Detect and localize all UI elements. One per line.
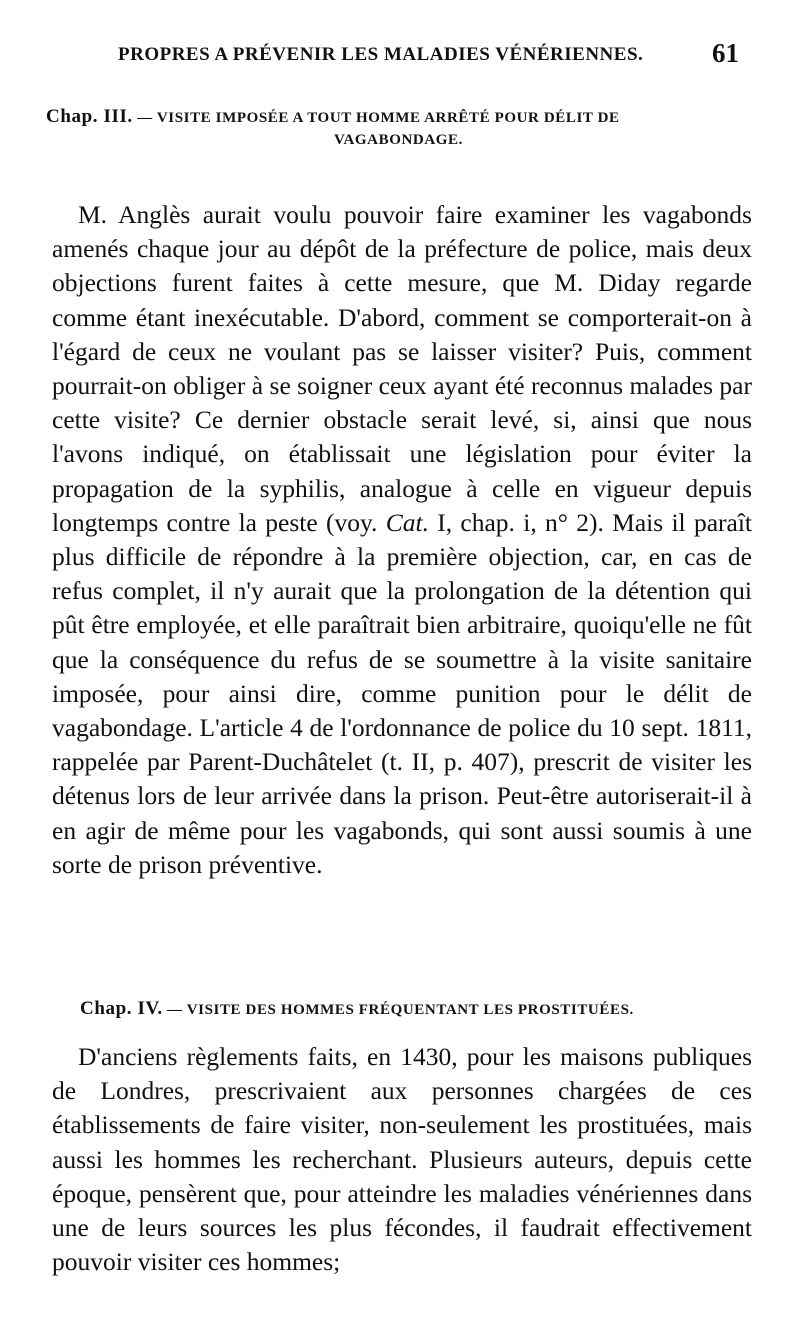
chapter-3-title-line1: VISITE IMPOSÉE A TOUT HOMME ARRÊTÉ POUR DÉLIT DE [156, 110, 620, 126]
paragraph-1 [52, 198, 752, 882]
chapter-3-dash: — [132, 110, 157, 126]
running-head: PROPRES A PRÉVENIR LES MALADIES VÉNÉRIENNES. [118, 44, 644, 65]
paragraph-1-cat: Cat. [385, 507, 429, 537]
chapter-4-label: Chap. IV. [80, 998, 163, 1019]
paragraph-2: D'anciens règlements faits, en 1430, pour les maisons publiques de Londres, prescrivaient aux personnes chargées de ces établissements de faire visiter, non-seulement les prostituées, mais aussi les hommes les recherchant. Plusieurs auteurs, depuis cette époque, pensèrent que, pour atteindre les maladies vénériennes dans une de leurs sources les plus fécondes, il faudrait effectivement pouvoir visiter ces hommes; [52, 1042, 752, 1277]
paragraph-1-part2: I, chap. i, n° 2). Mais il paraît plus difficile de répondre à la première objection, car, en cas de refus complet, il n'y aurait que la prolongation de la détention qui pût être employée, et elle paraîtrait bien arbitraire, quoiqu'elle ne fût que la conséquence du refus de se soumettre à la visite sanitaire imposée, pour ainsi dire, comme punition pour le délit de vagabondage. L'article 4 de l'ordonnance de police du 10 sept. 1811, rappelée par Parent-Duchâtelet (t. II, p. 407), prescrit de visiter les détenus lors de leur arrivée dans la prison. Peut-être autoriserait-il à en agir de même pour les vagabonds, qui sont aussi soumis à une sorte de prison préventive. [52, 507, 752, 879]
chapter-3-label: Chap. III. [46, 106, 133, 127]
chapter-4-heading [80, 998, 740, 1021]
chapter-4-title: VISITE DES HOMMES FRÉQUENTANT LES PROSTITUÉES. [186, 1002, 634, 1018]
page-number: 61 [712, 38, 739, 68]
chapter-3-heading [46, 106, 751, 151]
paragraph-1-part1: M. Anglès aurait voulu pouvoir faire examiner les vagabonds amenés chaque jour au dépôt de la préfecture de police, mais deux objections furent faites à cette mesure, que M. Diday regarde comme étant inexécutable. D'abord, comment se comporterait-on à l'égard de ceux ne voulant pas se laisser visiter? Puis, comment pourrait-on obliger à se soigner ceux ayant été reconnus malades par cette visite? Ce dernier obstacle serait levé, si, ainsi que nous l'avons indiqué, on établissait une législation pour éviter la propagation de la syphilis, analogue à celle en vigueur depuis longtemps contre la peste (voy. [52, 200, 752, 537]
chapter-3-title-line2: VAGABONDAGE. [333, 132, 464, 148]
chapter-4-dash: — [162, 1002, 187, 1018]
